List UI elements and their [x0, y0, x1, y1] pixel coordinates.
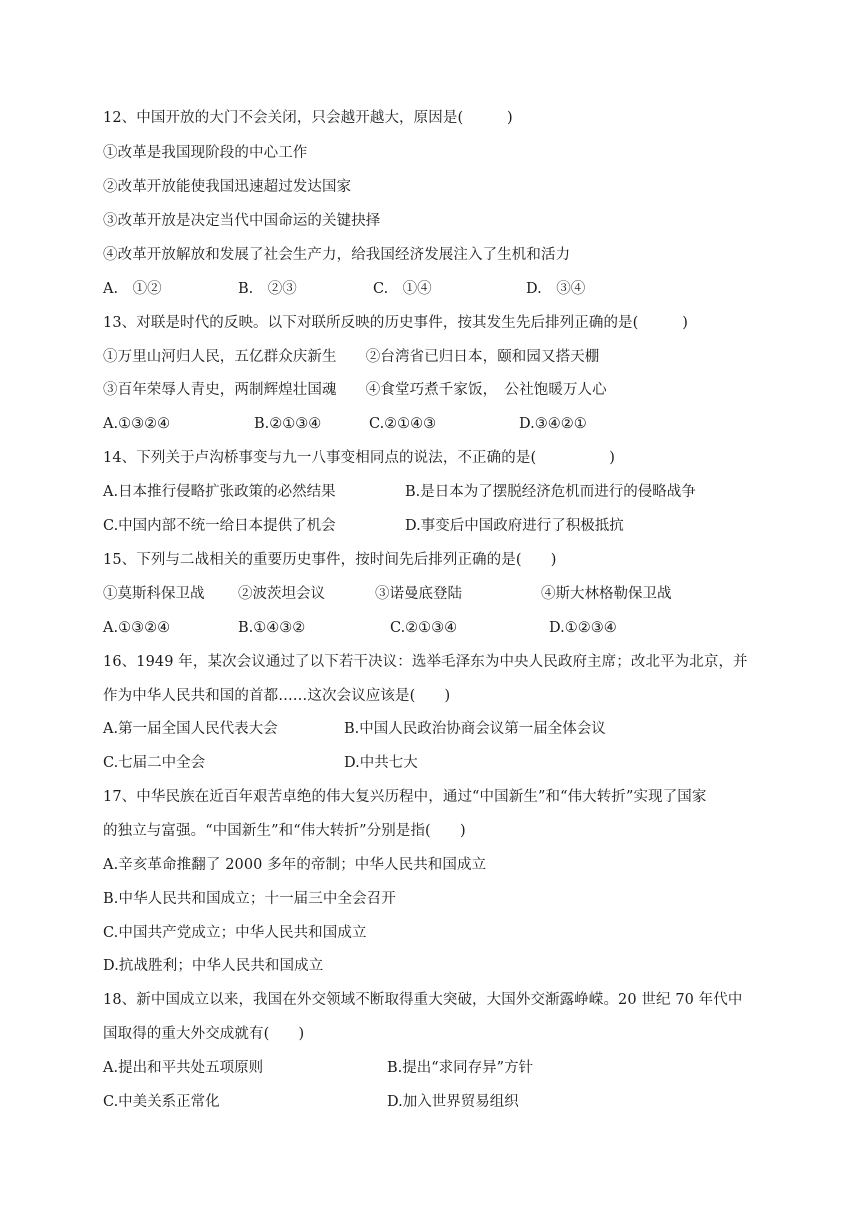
question-14-option-b: B.是日本为了摆脱经济危机而进行的侵略战争: [405, 484, 696, 500]
question-15-option-b: B.①④③②: [238, 620, 306, 636]
question-16-stem-line-2: 作为中华人民共和国的首都……这次会议应该是( ): [103, 688, 451, 704]
question-13-option-c: C.②①④③: [369, 416, 437, 432]
question-18-stem-line-1: 18、新中国成立以来，我国在外交领域不断取得重大突破，大国外交渐露峥嵘。20 世纪 70 年代中: [103, 992, 743, 1008]
question-12-stem: 12、中国开放的大门不会关闭，只会越开越大，原因是( ): [103, 110, 513, 126]
question-13-option-a: A.①③②④: [103, 416, 171, 432]
question-15-item-1: ①莫斯科保卫战: [103, 586, 205, 602]
question-15-option-a: A.①③②④: [103, 620, 171, 636]
question-12-item-1: ①改革是我国现阶段的中心工作: [103, 145, 308, 161]
question-14-option-c: C.中国内部不统一给日本提供了机会: [103, 518, 336, 534]
question-12-option-d: D. ③④: [526, 281, 586, 297]
question-12-item-2: ②改革开放能使我国迅速超过发达国家: [103, 179, 352, 195]
question-18-option-c: C.中美关系正常化: [103, 1094, 220, 1110]
question-15-stem: 15、下列与二战相关的重要历史事件，按时间先后排列正确的是( ): [103, 552, 557, 568]
question-12-option-c: C. ①④: [373, 281, 432, 297]
question-18-option-a: A.提出和平共处五项原则: [103, 1060, 264, 1076]
question-12-option-a: A. ①②: [103, 281, 162, 297]
question-16-option-b: B.中国人民政治协商会议第一届全体会议: [344, 721, 606, 737]
question-17-option-a: A.辛亥革命推翻了 2000 多年的帝制；中华人民共和国成立: [103, 857, 487, 873]
question-13-stem: 13、对联是时代的反映。以下对联所反映的历史事件，按其发生先后排列正确的是( ): [103, 315, 688, 331]
question-12-item-4: ④改革开放解放和发展了社会生产力，给我国经济发展注入了生机和活力: [103, 247, 571, 263]
question-15-item-2: ②波茨坦会议: [238, 586, 325, 602]
question-16-option-d: D.中共七大: [344, 755, 418, 771]
question-17-stem-line-1: 17、中华民族在近百年艰苦卓绝的伟大复兴历程中，通过“中国新生”和“伟大转折”实现了国家: [103, 789, 707, 805]
question-18-stem-line-2: 国取得的重大外交成就有( ): [103, 1026, 305, 1042]
question-15-option-c: C.②①③④: [390, 620, 458, 636]
question-16-option-a: A.第一届全国人民代表大会: [103, 721, 278, 737]
question-18-option-d: D.加入世界贸易组织: [387, 1094, 519, 1110]
question-15-item-3: ③诺曼底登陆: [375, 586, 462, 602]
question-16-stem-line-1: 16、1949 年，某次会议通过了以下若干决议：选举毛泽东为中央人民政府主席；改北平为北京，并: [103, 654, 748, 670]
question-17-option-c: C.中国共产党成立；中华人民共和国成立: [103, 925, 367, 941]
question-12-item-3: ③改革开放是决定当代中国命运的关键抉择: [103, 213, 381, 229]
question-13-option-b: B.②①③④: [254, 416, 322, 432]
question-17-stem-line-2: 的独立与富强。“中国新生”和“伟大转折”分别是指( ): [103, 823, 466, 839]
question-14-option-d: D.事变后中国政府进行了积极抵抗: [405, 518, 624, 534]
question-13-item-2: ③百年荣辱人青史，两制辉煌壮国魂 ④食堂巧煮千家饭， 公社饱暖万人心: [103, 382, 607, 398]
question-15-item-4: ④斯大林格勒保卫战: [541, 586, 672, 602]
question-13-item-1: ①万里山河归人民，五亿群众庆新生 ②台湾省已归日本，颐和园又搭天棚: [103, 349, 600, 365]
question-15-option-d: D.①②③④: [549, 620, 617, 636]
question-16-option-c: C.七届二中全会: [103, 755, 206, 771]
question-17-option-d: D.抗战胜利；中华人民共和国成立: [103, 958, 324, 974]
question-14-stem: 14、下列关于卢沟桥事变与九一八事变相同点的说法，不正确的是( ): [103, 450, 615, 466]
question-13-option-d: D.③④②①: [519, 416, 587, 432]
question-12-option-b: B. ②③: [238, 281, 297, 297]
question-14-option-a: A.日本推行侵略扩张政策的必然结果: [103, 484, 336, 500]
question-17-option-b: B.中华人民共和国成立；十一届三中全会召开: [103, 891, 396, 907]
question-18-option-b: B.提出“求同存异”方针: [387, 1060, 534, 1076]
